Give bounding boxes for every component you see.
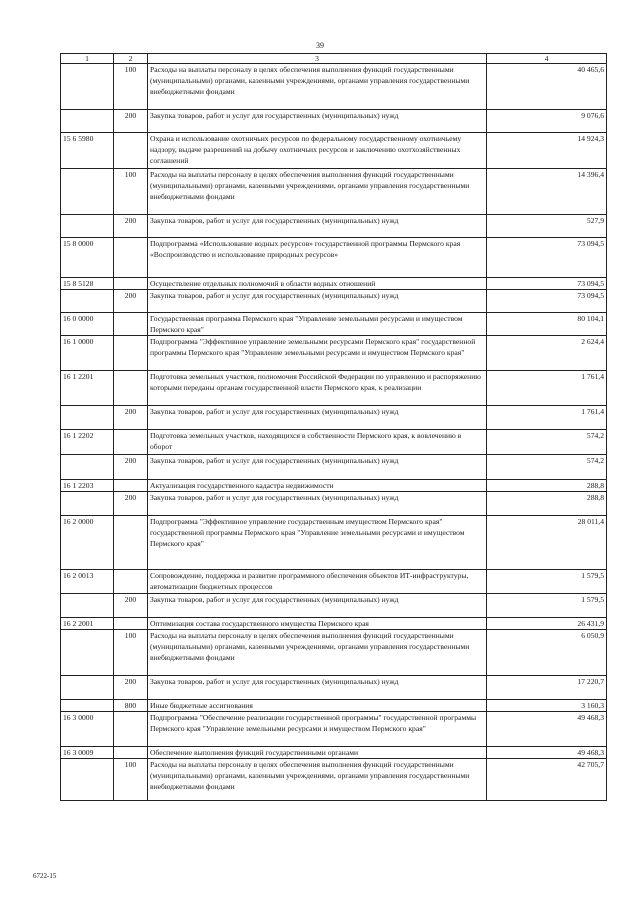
row-code: 16 3 0009 xyxy=(61,747,114,759)
row-amount: 28 011,4 xyxy=(487,516,607,570)
row-amount: 42 705,7 xyxy=(487,759,607,801)
table-header-row xyxy=(61,54,607,64)
table-row xyxy=(61,313,607,336)
row-description: Обеспечение выполнения функций государственными органами xyxy=(148,747,487,759)
row-expense-kind: 100 xyxy=(114,630,148,676)
row-amount: 49 468,3 xyxy=(487,747,607,759)
row-expense-kind xyxy=(114,570,148,594)
table-row xyxy=(61,492,607,516)
row-description: Закупка товаров, работ и услуг для государственных (муниципальных) нужд xyxy=(148,676,487,700)
row-description: Подпрограмма «Использование водных ресурсов» государственной программы Пермского края «Воспроизводство и использование природных ресурсов» xyxy=(148,238,487,278)
row-description: Государственная программа Пермского края "Управление земельными ресурсами и имуществом Пермского края" xyxy=(148,313,487,336)
row-code: 16 1 2203 xyxy=(61,480,114,492)
row-amount: 80 104,1 xyxy=(487,313,607,336)
header-col-4: 4 xyxy=(487,54,607,64)
page-number: 39 xyxy=(316,41,324,50)
row-expense-kind xyxy=(114,516,148,570)
row-code xyxy=(61,64,114,110)
row-expense-kind: 800 xyxy=(114,700,148,712)
row-description: Закупка товаров, работ и услуг для государственных (муниципальных) нужд xyxy=(148,492,487,516)
row-expense-kind xyxy=(114,313,148,336)
row-description: Иные бюджетные ассигнования xyxy=(148,700,487,712)
row-code: 16 2 0013 xyxy=(61,570,114,594)
budget-table xyxy=(60,53,607,801)
table-body xyxy=(61,64,607,801)
row-amount: 574,2 xyxy=(487,455,607,480)
row-expense-kind: 200 xyxy=(114,110,148,133)
table-row xyxy=(61,594,607,618)
row-description: Подготовка земельных участков, полномочия Российской Федерации по управлению и распоряжению которыми переданы органам государственной власти Пермского края, к реализации xyxy=(148,371,487,406)
row-amount: 9 076,6 xyxy=(487,110,607,133)
row-amount: 527,9 xyxy=(487,215,607,238)
row-description: Закупка товаров, работ и услуг для государственных (муниципальных) нужд xyxy=(148,406,487,430)
table-row xyxy=(61,630,607,676)
row-code: 15 8 5128 xyxy=(61,278,114,290)
row-code xyxy=(61,594,114,618)
row-description: Охрана и использование охотничьих ресурсов по федеральному государственному охотничьему надзору, выдаче разрешений на добычу охотничьих ресурсов и заключению охотхозяйственных соглашений xyxy=(148,133,487,169)
table-row xyxy=(61,430,607,455)
row-expense-kind: 200 xyxy=(114,676,148,700)
table-row xyxy=(61,371,607,406)
row-amount: 288,8 xyxy=(487,480,607,492)
row-description: Подготовка земельных участков, находящихся в собственности Пермского края, к вовлечению в оборот xyxy=(148,430,487,455)
row-amount: 73 094,5 xyxy=(487,238,607,278)
table-row xyxy=(61,64,607,110)
header-col-1: 1 xyxy=(61,54,114,64)
row-code: 15 6 5980 xyxy=(61,133,114,169)
row-description: Расходы на выплаты персоналу в целях обеспечения выполнения функций государственными (муниципальными) органами, казенными учреждениями, органами управления государственными внебюджетными фондами xyxy=(148,64,487,110)
table-row xyxy=(61,406,607,430)
row-code xyxy=(61,676,114,700)
table-row xyxy=(61,215,607,238)
row-amount: 1 579,5 xyxy=(487,570,607,594)
table-row xyxy=(61,169,607,215)
row-code xyxy=(61,169,114,215)
row-amount: 14 924,3 xyxy=(487,133,607,169)
row-amount: 17 220,7 xyxy=(487,676,607,700)
row-expense-kind xyxy=(114,480,148,492)
row-amount: 73 094,5 xyxy=(487,290,607,313)
row-description: Осуществление отдельных полномочий в области водных отношений xyxy=(148,278,487,290)
row-code xyxy=(61,455,114,480)
row-expense-kind: 100 xyxy=(114,64,148,110)
row-description: Закупка товаров, работ и услуг для государственных (муниципальных) нужд xyxy=(148,594,487,618)
row-description: Расходы на выплаты персоналу в целях обеспечения выполнения функций государственными (муниципальными) органами, казенными учреждениями, органами управления государственными внебюджетными фондами xyxy=(148,630,487,676)
row-description: Подпрограмма "Эффективное управление земельными ресурсами Пермского края" государственной программы Пермского края "Управление земельными ресурсами и имуществом Пермского края" xyxy=(148,336,487,371)
table-row xyxy=(61,278,607,290)
row-code: 16 2 0000 xyxy=(61,516,114,570)
row-amount: 288,8 xyxy=(487,492,607,516)
row-expense-kind xyxy=(114,133,148,169)
row-amount: 40 465,6 xyxy=(487,64,607,110)
table-row xyxy=(61,700,607,712)
table-row xyxy=(61,238,607,278)
row-expense-kind xyxy=(114,430,148,455)
row-expense-kind: 100 xyxy=(114,759,148,801)
header-col-2: 2 xyxy=(114,54,148,64)
row-expense-kind: 200 xyxy=(114,290,148,313)
row-code xyxy=(61,700,114,712)
table-row xyxy=(61,516,607,570)
row-description: Актуализация государственного кадастра недвижимости xyxy=(148,480,487,492)
row-expense-kind xyxy=(114,618,148,630)
row-expense-kind: 100 xyxy=(114,169,148,215)
row-description: Закупка товаров, работ и услуг для государственных (муниципальных) нужд xyxy=(148,110,487,133)
row-amount: 2 624,4 xyxy=(487,336,607,371)
row-description: Закупка товаров, работ и услуг для государственных (муниципальных) нужд xyxy=(148,215,487,238)
row-amount: 6 050,9 xyxy=(487,630,607,676)
row-expense-kind: 200 xyxy=(114,492,148,516)
table-row xyxy=(61,290,607,313)
table-row xyxy=(61,570,607,594)
row-expense-kind xyxy=(114,712,148,747)
row-code: 15 8 0000 xyxy=(61,238,114,278)
row-description: Расходы на выплаты персоналу в целях обеспечения выполнения функций государственными (муниципальными) органами, казенными учреждениями, органами управления государственными внебюджетными фондами xyxy=(148,169,487,215)
row-amount: 73 094,5 xyxy=(487,278,607,290)
row-description: Подпрограмма "Эффективное управление государственным имуществом Пермского края" государственной программы Пермского края "Управление земельными ресурсами и имуществом Пермского края" xyxy=(148,516,487,570)
row-amount: 14 396,4 xyxy=(487,169,607,215)
table-row xyxy=(61,480,607,492)
row-expense-kind: 200 xyxy=(114,215,148,238)
header-col-3: 3 xyxy=(148,54,487,64)
row-amount: 1 761,4 xyxy=(487,371,607,406)
row-expense-kind xyxy=(114,371,148,406)
table-row xyxy=(61,712,607,747)
row-code: 16 1 0000 xyxy=(61,336,114,371)
row-expense-kind xyxy=(114,278,148,290)
row-code: 16 3 0000 xyxy=(61,712,114,747)
row-code xyxy=(61,492,114,516)
row-code xyxy=(61,406,114,430)
row-expense-kind xyxy=(114,238,148,278)
row-code xyxy=(61,759,114,801)
footer-code: 6722-15 xyxy=(33,872,57,880)
table-row xyxy=(61,676,607,700)
row-description: Расходы на выплаты персоналу в целях обеспечения выполнения функций государственными (муниципальными) органами, казенными учреждениями, органами управления государственными внебюджетными фондами xyxy=(148,759,487,801)
row-description: Закупка товаров, работ и услуг для государственных (муниципальных) нужд xyxy=(148,290,487,313)
row-expense-kind: 200 xyxy=(114,594,148,618)
row-code xyxy=(61,290,114,313)
row-description: Оптимизация состава государственного имущества Пермского края xyxy=(148,618,487,630)
row-code xyxy=(61,215,114,238)
row-expense-kind xyxy=(114,747,148,759)
row-amount: 574,2 xyxy=(487,430,607,455)
row-code: 16 0 0000 xyxy=(61,313,114,336)
table-row xyxy=(61,759,607,801)
table-row xyxy=(61,110,607,133)
row-amount: 1 761,4 xyxy=(487,406,607,430)
row-amount: 1 579,5 xyxy=(487,594,607,618)
row-amount: 26 431,9 xyxy=(487,618,607,630)
row-expense-kind xyxy=(114,336,148,371)
table-row xyxy=(61,336,607,371)
table-row xyxy=(61,618,607,630)
table-row xyxy=(61,747,607,759)
row-code: 16 1 2201 xyxy=(61,371,114,406)
table-row xyxy=(61,133,607,169)
row-code xyxy=(61,630,114,676)
row-description: Закупка товаров, работ и услуг для государственных (муниципальных) нужд xyxy=(148,455,487,480)
row-code: 16 2 2001 xyxy=(61,618,114,630)
row-code xyxy=(61,110,114,133)
row-expense-kind: 200 xyxy=(114,455,148,480)
row-description: Сопровождение, поддержка и развитие программного обеспечения объектов ИТ-инфраструктуры, автоматизации бюджетных процессов xyxy=(148,570,487,594)
row-amount: 3 160,3 xyxy=(487,700,607,712)
row-amount: 49 468,3 xyxy=(487,712,607,747)
row-description: Подпрограмма "Обеспечение реализации государственной программы" государственной программы Пермского края "Управление земельными ресурсами и имуществом Пермского края" xyxy=(148,712,487,747)
table-row xyxy=(61,455,607,480)
row-code: 16 1 2202 xyxy=(61,430,114,455)
row-expense-kind: 200 xyxy=(114,406,148,430)
